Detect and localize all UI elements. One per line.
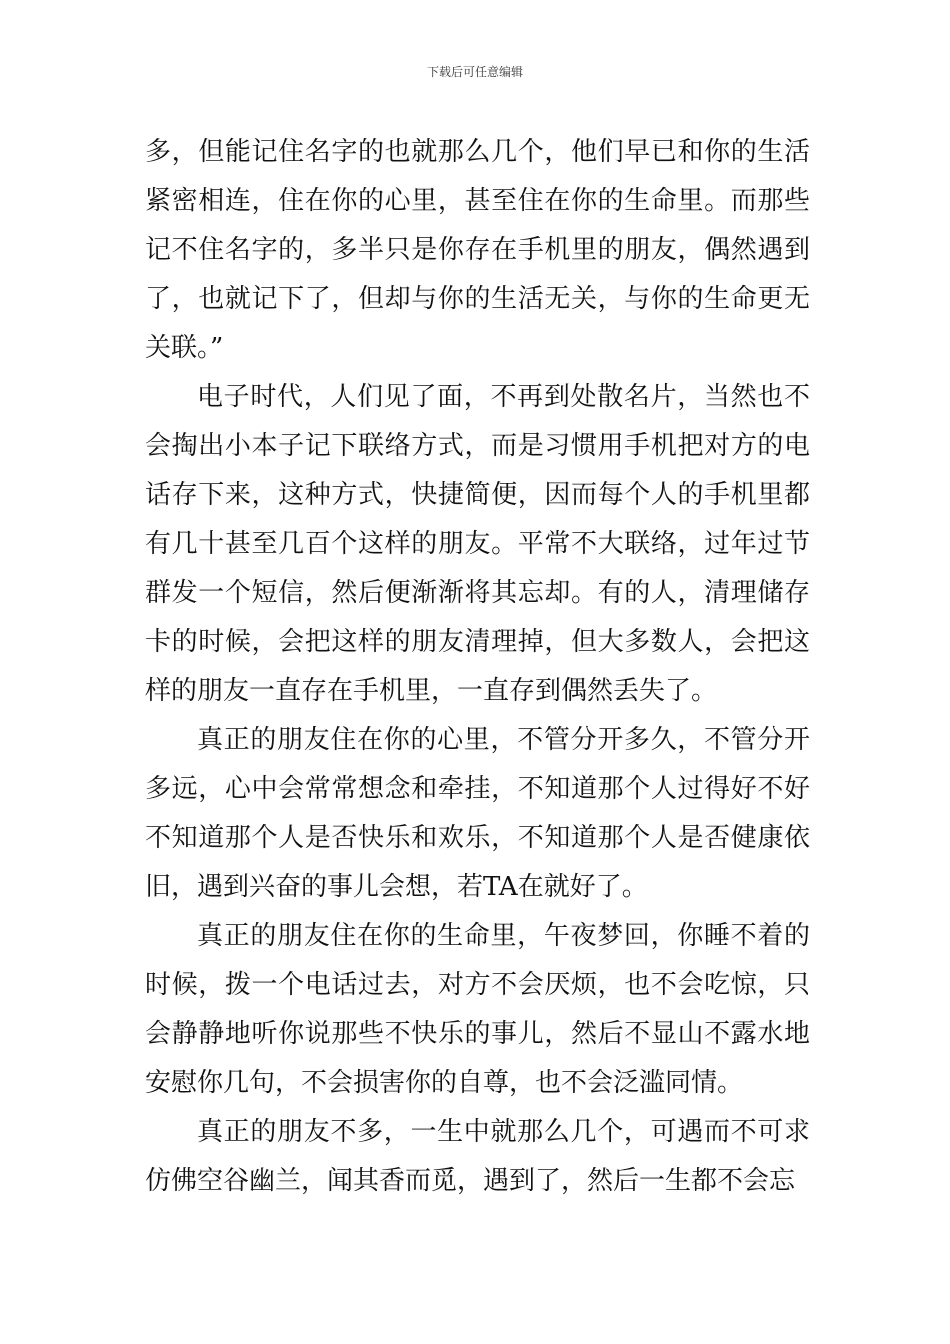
- paragraph-3: 真正的朋友住在你的心里，不管分开多久，不管分开多远，心中会常常想念和牵挂，不知道那个人过得好不好不知道那个人是否快乐和欢乐，不知道那个人是否健康依旧，遇到兴奋的事儿会想，若TA在就好了。: [145, 725, 810, 902]
- document-body: [145, 128, 810, 1206]
- paragraph-5: 真正的朋友不多，一生中就那么几个，可遇而不可求仿佛空谷幽兰，闻其香而觅，遇到了，然后一生都不会忘: [145, 1117, 810, 1196]
- paragraph-2: 电子时代，人们见了面，不再到处散名片，当然也不会掏出小本子记下联络方式，而是习惯用手机把对方的电话存下来，这种方式，快捷简便，因而每个人的手机里都有几十甚至几百个这样的朋友。平常不大联络，过年过节群发一个短信，然后便渐渐将其忘却。有的人，清理储存卡的时候，会把这样的朋友清理掉，但大多数人，会把这样的朋友一直存在手机里，一直存到偶然丢失了。: [145, 382, 810, 706]
- paragraph-1: 多，但能记住名字的也就那么几个，他们早已和你的生活紧密相连，住在你的心里，甚至住在你的生命里。而那些记不住名字的，多半只是你存在手机里的朋友，偶然遇到了，也就记下了，但却与你的生活无关，与你的生命更无关联。”: [145, 137, 810, 363]
- page-header: 下载后可任意编辑: [426, 65, 523, 79]
- paragraph-4: 真正的朋友住在你的生命里，午夜梦回，你睡不着的时候，拨一个电话过去，对方不会厌烦，也不会吃惊，只会静静地听你说那些不快乐的事儿，然后不显山不露水地安慰你几句，不会损害你的自尊，也不会泛滥同情。: [145, 921, 810, 1098]
